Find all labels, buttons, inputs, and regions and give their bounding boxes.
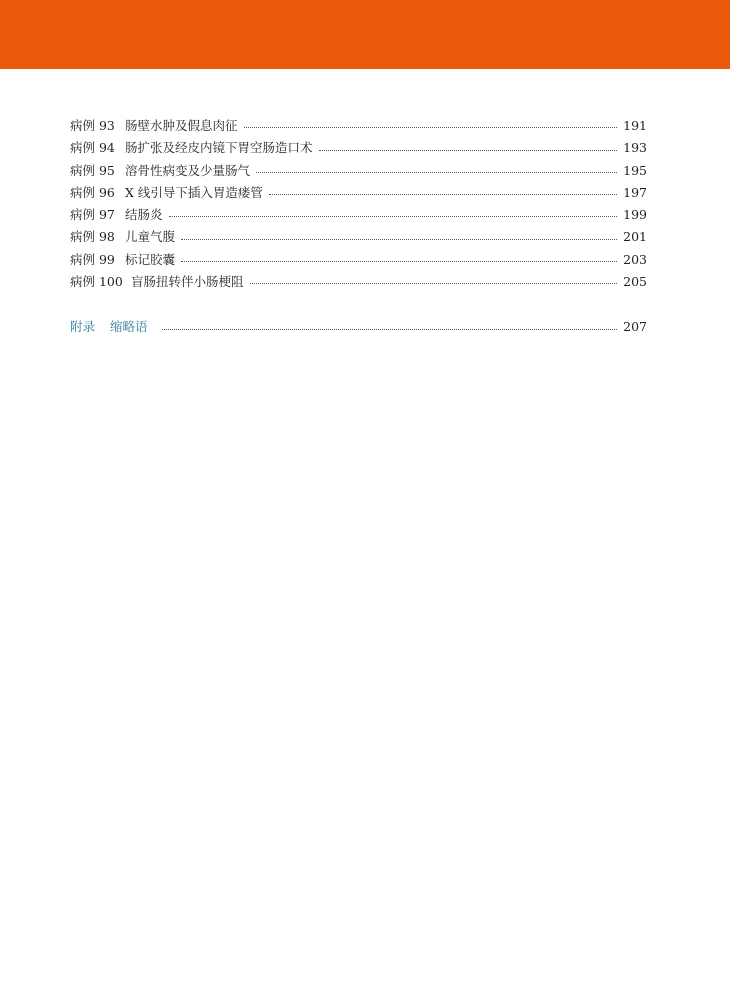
- toc-case-number: 病例 96: [70, 184, 115, 200]
- toc-page-number: 207: [623, 319, 647, 335]
- toc-dot-leader: [169, 216, 618, 217]
- toc-entry-97[interactable]: [70, 204, 647, 226]
- toc-dot-leader: [319, 150, 618, 151]
- toc-entry-96[interactable]: [70, 182, 647, 204]
- toc-entry-98[interactable]: [70, 226, 647, 248]
- toc-page-number: 197: [623, 184, 647, 200]
- toc-title: 标记胶囊: [125, 251, 176, 267]
- toc-entry-99[interactable]: [70, 249, 647, 271]
- header-band: [0, 0, 730, 69]
- toc-title: 溶骨性病变及少量肠气: [125, 162, 251, 178]
- toc-entry-100[interactable]: [70, 271, 647, 293]
- appendix-title: 缩略语: [110, 319, 148, 335]
- toc-case-number: 病例 95: [70, 162, 115, 178]
- toc-entry-94[interactable]: [70, 137, 647, 159]
- toc-title: 肠扩张及经皮内镜下胃空肠造口术: [125, 140, 313, 156]
- toc-case-number: 病例 97: [70, 207, 115, 223]
- toc-dot-leader: [162, 329, 618, 330]
- toc-case-number: 病例 98: [70, 229, 115, 245]
- toc-dot-leader: [244, 127, 618, 128]
- toc-case-number: 病例 93: [70, 118, 115, 133]
- toc-page-number: 191: [623, 118, 647, 133]
- toc-title: 盲肠扭转伴小肠梗阻: [131, 274, 244, 290]
- toc-title: 儿童气腹: [125, 229, 176, 245]
- toc-entry-appendix[interactable]: [70, 316, 647, 338]
- appendix-label: 附录: [70, 319, 96, 335]
- toc-dot-leader: [256, 172, 617, 173]
- toc-case-number: 病例 99: [70, 251, 115, 267]
- toc-page-number: 199: [623, 207, 647, 223]
- toc-page-number: 195: [623, 162, 647, 178]
- toc-dot-leader: [250, 283, 618, 284]
- toc-entry-93[interactable]: [70, 115, 647, 137]
- toc-title: 肠壁水肿及假息肉征: [125, 118, 238, 133]
- toc-page-number: 201: [623, 229, 647, 245]
- toc-case-number: 病例 100: [70, 274, 123, 290]
- toc-dot-leader: [181, 239, 617, 240]
- toc-page-number: 193: [623, 140, 647, 156]
- toc-dot-leader: [181, 261, 617, 262]
- toc-dot-leader: [269, 194, 617, 195]
- toc-entry-95[interactable]: [70, 160, 647, 182]
- toc-title: 结肠炎: [125, 207, 163, 223]
- toc-page-number: 205: [623, 274, 647, 290]
- toc-page-number: 203: [623, 251, 647, 267]
- toc-case-number: 病例 94: [70, 140, 115, 156]
- table-of-contents: [70, 115, 647, 339]
- toc-title: X 线引导下插入胃造瘘管: [125, 184, 263, 200]
